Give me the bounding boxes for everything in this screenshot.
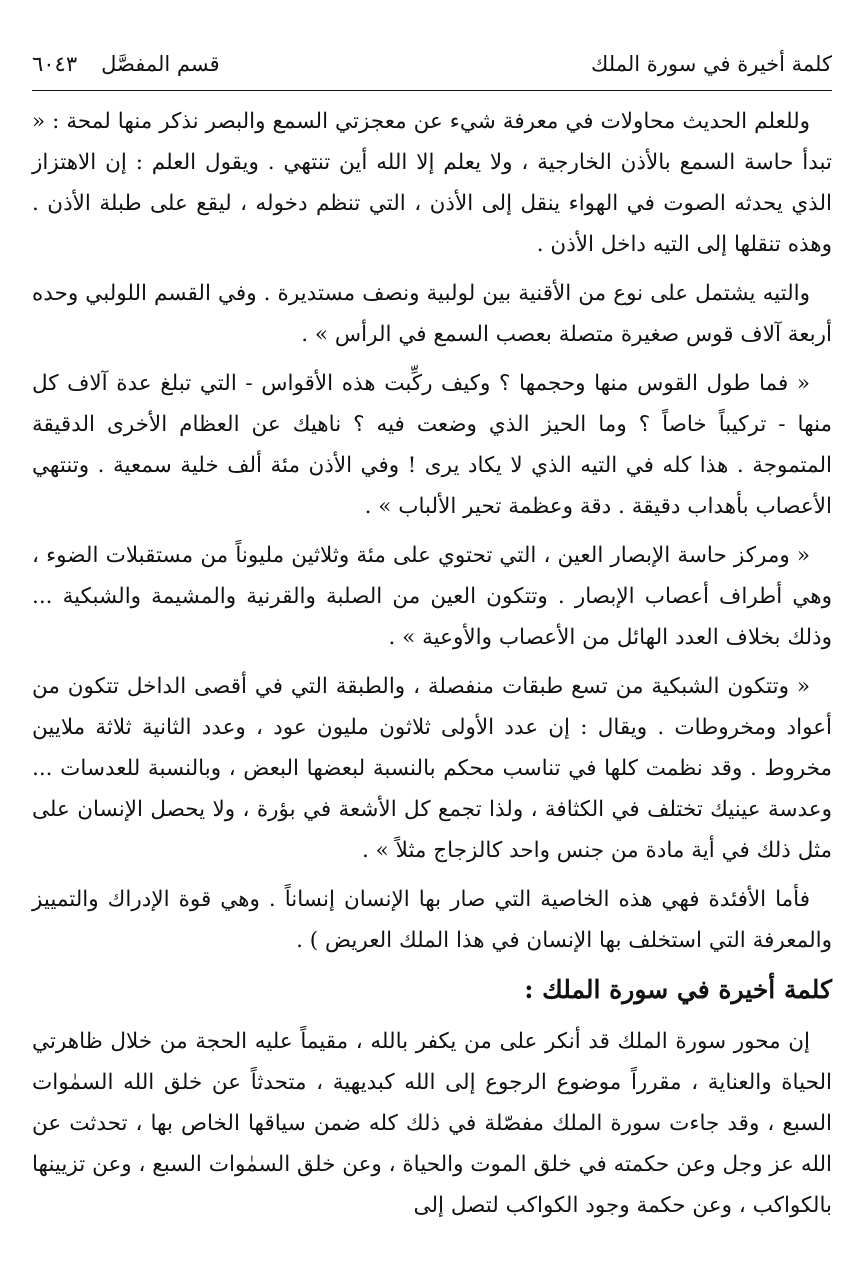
- body-paragraph: وللعلم الحديث محاولات في معرفة شيء عن معجزتي السمع والبصر نذكر منها لمحة : « تبدأ حاسة السمع بالأذن الخارجية ، ولا يعلم إلا الله أين تنتهي . ويقول العلم : إن الاهتزاز الذي يحدثه الصوت في الهواء ينقل إلى الأذن ، التي تنظم دخوله ، ليقع على طبلة الأذن . وهذه تنقلها إلى التيه داخل الأذن .: [32, 109, 832, 257]
- running-header: [32, 52, 832, 91]
- body-paragraph: إن محور سورة الملك قد أنكر على من يكفر بالله ، مقيماً عليه الحجة من خلال ظاهرتي الحياة والعناية ، مقرراً موضوع الرجوع إلى الله كبديهية ، متحدثاً عن خلق الله السمٰوات السبع ، وقد جاءت سورة الملك مفصّلة في ذلك كله ضمن سياقها الخاص بها ، تحدثت عن الله عز وجل وعن حكمته في خلق الموت والحياة ، وعن خلق السمٰوات السبع ، وعن تزيينها بالكواكب ، وعن حكمة وجود الكواكب لتصل إلى: [31, 1029, 832, 1218]
- section-heading: كلمة أخيرة في سورة الملك :: [524, 975, 832, 1004]
- body-paragraph: « فما طول القوس منها وحجمها ؟ وكيف ركِّبت هذه الأقواس - التي تبلغ عدة آلاف كل منها - تركيباً خاصاً ؟ وما الحيز الذي وضعت فيه ؟ ناهيك عن العظام الأخرى الدقيقة المتموجة . هذا كله في التيه الذي لا يكاد يرى ! وفي الأذن مئة ألف خلية سمعية . وتنتهي الأعصاب بأهداب دقيقة . دقة وعظمة تحير الألباب » .: [32, 371, 832, 519]
- body-paragraph: فأما الأفئدة فهي هذه الخاصية التي صار بها الإنسان إنساناً . وهي قوة الإدراك والتمييز والمعرفة التي استخلف بها الإنسان في هذا الملك العريض ) .: [32, 887, 832, 953]
- page-body: [32, 101, 832, 1226]
- page-number: ٦٠٤٣: [32, 52, 78, 76]
- header-left-group: [32, 52, 220, 76]
- body-paragraph: « ومركز حاسة الإبصار العين ، التي تحتوي على مئة وثلاثين مليوناً من مستقبلات الضوء ، وهي أطراف أعصاب الإبصار . وتتكون العين من الصلبة والقرنية والمشيمة والشبكية ... وذلك بخلاف العدد الهائل من الأعصاب والأوعية » .: [32, 543, 832, 650]
- body-paragraph: « وتتكون الشبكية من تسع طبقات منفصلة ، والطبقة التي في أقصى الداخل تتكون من أعواد ومخروطات . ويقال : إن عدد الأولى ثلاثون مليون عود ، وعدد الثانية ثلاثة ملايين مخروط . وقد نظمت كلها في تناسب محكم بالنسبة لبعضها البعض ، وبالنسبة للعدسات ... وعدسة عينيك تختلف في الكثافة ، ولذا تجمع كل الأشعة في بؤرة ، ولا يحصل الإنسان على مثل ذلك في أية مادة من جنس واحد كالزجاج مثلاً » .: [32, 674, 832, 863]
- body-paragraph: والتيه يشتمل على نوع من الأقنية بين لولبية ونصف مستديرة . وفي القسم اللولبي وحده أربعة آلاف قوس صغيرة متصلة بعصب السمع في الرأس » .: [32, 281, 832, 347]
- header-section-name: قسم المفصَّل: [101, 52, 220, 76]
- header-chapter-title: كلمة أخيرة في سورة الملك: [591, 52, 832, 76]
- document-page: [32, 52, 832, 1234]
